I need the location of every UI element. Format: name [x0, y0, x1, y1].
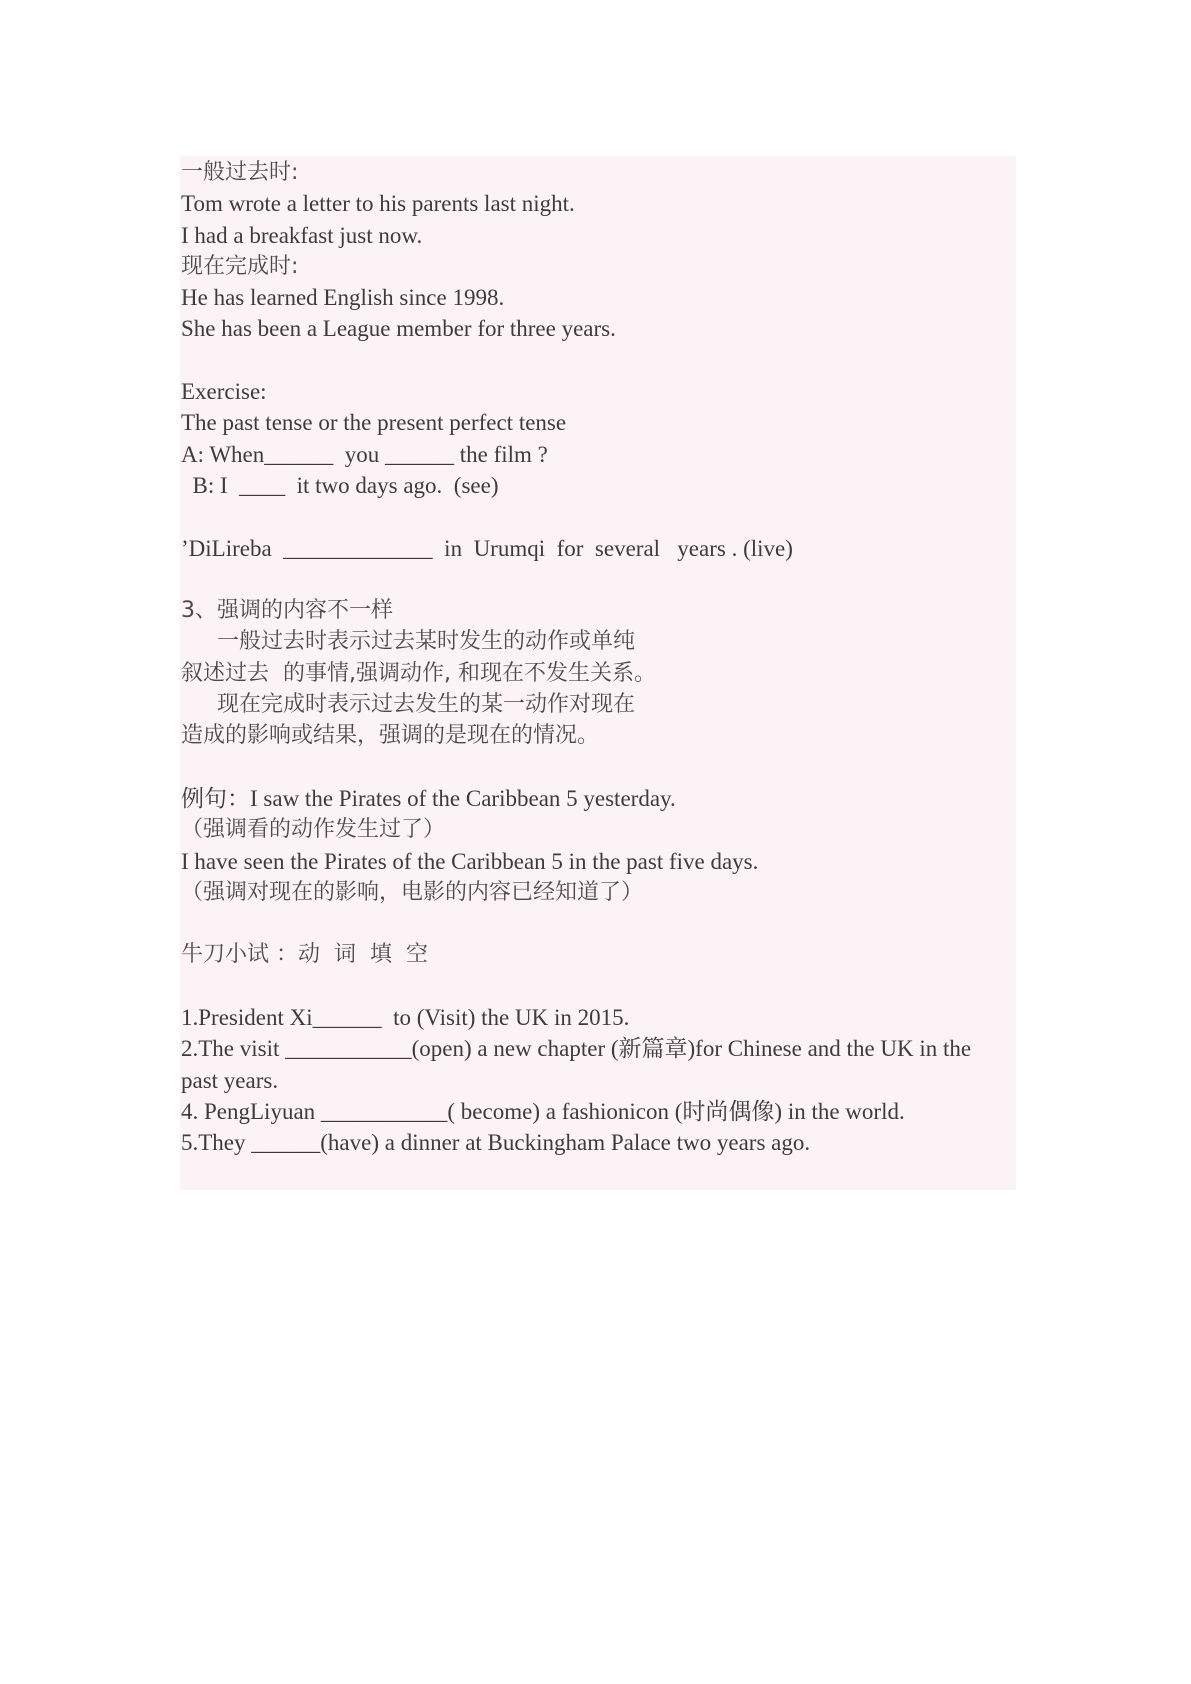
spacer — [181, 564, 1021, 595]
spacer — [181, 752, 1021, 783]
present-perfect-example-2: She has been a League member for three years. — [181, 316, 616, 342]
section3-paragraph2-line2: 造成的影响或结果，强调的是现在的情况。 — [181, 723, 600, 749]
section3-paragraph1-line2: 叙述过去 的事情,强调动作, 和现在不发生关系。 — [181, 660, 656, 686]
spacer — [181, 971, 1021, 1002]
quiz-question-4: 4. PengLiyuan ___________( become) a fashionicon (时尚偶像) in the world. — [181, 1098, 905, 1124]
example-sentence-1: 例句：I saw the Pirates of the Caribbean 5 yesterday. — [181, 785, 676, 811]
quiz-heading: 牛刀小试 ：动 词 填 空 — [181, 942, 428, 968]
quiz-question-2-line2: past years. — [181, 1067, 279, 1093]
present-perfect-example-1: He has learned English since 1998. — [181, 285, 505, 311]
exercise-instruction: The past tense or the present perfect tense — [181, 410, 567, 436]
exercise-question-a: A: When______ you ______ the film ? — [181, 441, 548, 467]
quiz-question-5: 5.They ______(have) a dinner at Buckingham Palace two years ago. — [181, 1130, 811, 1156]
past-tense-heading: 一般过去时: — [181, 160, 299, 185]
spacer — [181, 345, 1021, 376]
present-perfect-heading: 现在完成时: — [181, 253, 299, 279]
section3-heading: 3、强调的内容不一样 — [181, 598, 393, 624]
exercise-heading: Exercise: — [181, 379, 267, 405]
example-note-1: （强调看的动作发生过了） — [181, 817, 446, 843]
section3-paragraph2-line1: 现在完成时表示过去发生的某一动作对现在 — [217, 692, 636, 718]
quiz-question-1: 1.President Xi______ to (Visit) the UK in 2015. — [181, 1005, 630, 1031]
exercise-question-dilireba: ’DiLireba _____________ in Urumqi for several years . (live) — [181, 535, 793, 561]
past-tense-example-1: Tom wrote a letter to his parents last night. — [181, 191, 575, 217]
example-sentence-2: I have seen the Pirates of the Caribbean 5 in the past five days. — [181, 848, 759, 874]
quiz-question-2-line1: 2.The visit ___________(open) a new chapter (新篇章)for Chinese and the UK in the — [181, 1036, 972, 1062]
document-body — [181, 157, 1021, 1159]
spacer — [181, 501, 1021, 532]
past-tense-example-2: I had a breakfast just now. — [181, 222, 423, 248]
spacer — [181, 908, 1021, 939]
exercise-question-b: B: I ____ it two days ago. (see) — [181, 472, 499, 498]
example-note-2: （强调对现在的影响，电影的内容已经知道了） — [181, 879, 644, 905]
section3-paragraph1-line1: 一般过去时表示过去某时发生的动作或单纯 — [217, 629, 636, 655]
